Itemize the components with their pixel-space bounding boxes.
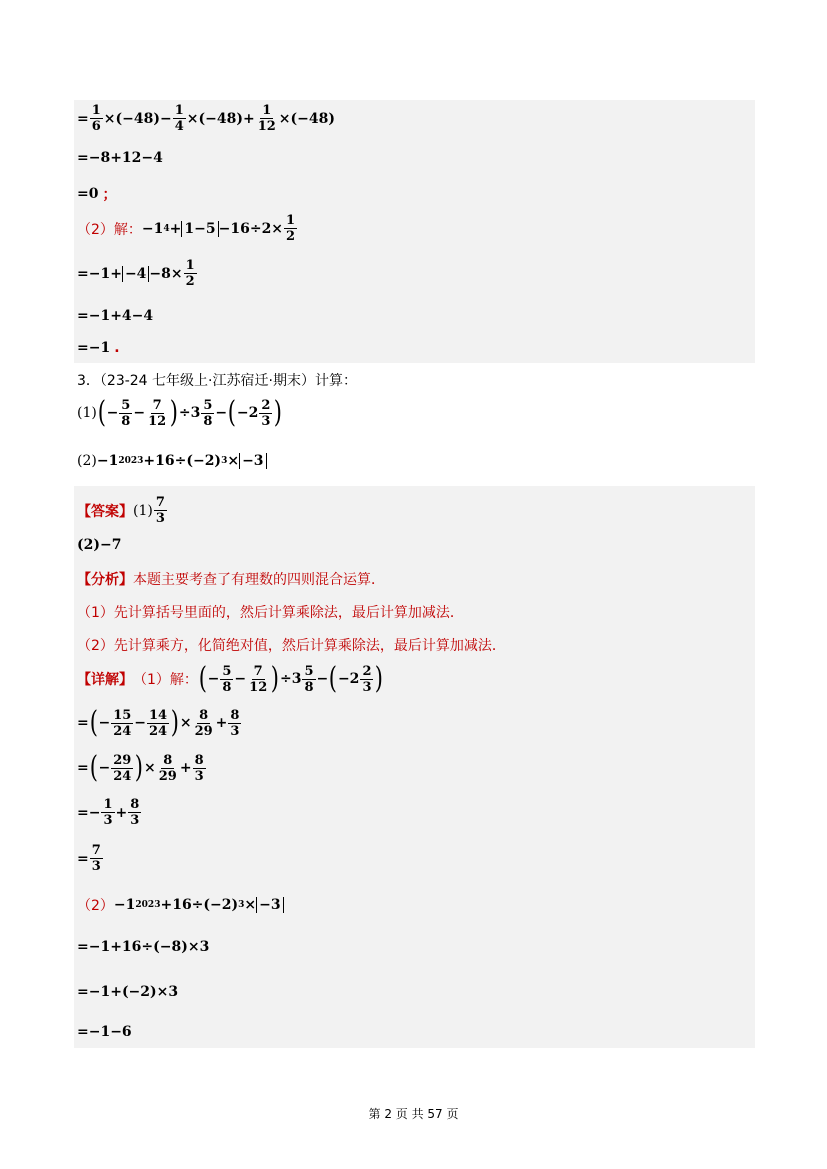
math-line: = ( − $\frac{29}{24}$ ) × $\frac{8}{29}$ + $\frac{8}{3}$ xyxy=(77,750,204,785)
fraction: $\frac{7}{12}$ xyxy=(148,397,167,429)
question-stem: 3．（23-24 七年级上·江苏宿迁·期末）计算： xyxy=(77,373,357,389)
fraction: $\frac{1}{2}$ xyxy=(185,258,195,289)
fraction: $\frac{1}{4}$ xyxy=(174,103,184,134)
fraction: $\frac{5}{8}$ xyxy=(203,397,213,429)
fraction: $\frac{2}{3}$ xyxy=(261,397,271,429)
math-line: =−1−6 xyxy=(77,1024,132,1040)
math-line: =−1+16÷ (−8) ×3 xyxy=(77,939,210,955)
fraction: $\frac{15}{24}$ xyxy=(113,707,132,739)
fraction: $\frac{14}{24}$ xyxy=(149,707,168,739)
fraction: $\frac{8}{3}$ xyxy=(230,707,240,739)
math-line: （2）解： −1 4 + 1−5 −16÷2× $\frac{1}{2}$ xyxy=(77,213,296,244)
answer-line-2: (2)−7 xyxy=(77,537,122,553)
fraction: $\frac{8}{29}$ xyxy=(194,707,213,739)
fraction: $\frac{2}{3}$ xyxy=(362,663,372,695)
analysis-line: 【分析】 本题主要考查了有理数的四则混合运算． xyxy=(77,572,385,588)
question-part-2: (2) −1 2023 +16÷(−2) 3 × −3 xyxy=(77,453,267,469)
fraction: $\frac{7}{3}$ xyxy=(91,843,101,874)
fraction: $\frac{5}{8}$ xyxy=(121,397,131,429)
math-line: =−1+ (−2) ×3 xyxy=(77,984,179,1000)
math-line: = $\frac{7}{3}$ xyxy=(77,843,101,874)
answer-line: 【答案】 (1) $\frac{7}{3}$ xyxy=(77,495,165,526)
fraction: $\frac{1}{3}$ xyxy=(103,797,113,828)
fraction: $\frac{8}{3}$ xyxy=(194,752,204,784)
math-line: =0 ； xyxy=(77,186,117,203)
fraction: $\frac{5}{8}$ xyxy=(304,663,314,695)
fraction: $\frac{1}{2}$ xyxy=(286,213,296,244)
math-line: =−1+4−4 xyxy=(77,308,154,324)
fraction: $\frac{7}{12}$ xyxy=(249,663,268,695)
fraction: $\frac{1}{6}$ xyxy=(91,103,101,134)
page-footer: 第 2 页 共 57 页 xyxy=(368,1107,459,1121)
math-line: =−8+12−4 xyxy=(77,150,163,166)
analysis-line: （2）先计算乘方，化简绝对值，然后计算乘除法，最后计算加减法． xyxy=(77,638,506,654)
math-line: =−1 . xyxy=(77,340,120,356)
detail-line: （2） −1 2023 +16÷(−2) 3 × −3 xyxy=(77,895,284,915)
math-line: =− $\frac{1}{3}$ + $\frac{8}{3}$ xyxy=(77,797,140,828)
math-line: = ( − $\frac{15}{24}$ − $\frac{14}{24}$ ) × $\frac{8}{29}$ + $\frac{8}{3}$ xyxy=(77,705,240,740)
question-part-1: (1) ( − $\frac{5}{8}$ − $\frac{7}{12}$ ) ÷3 $\frac{5}{8}$ − ( −2 $\frac{2}{3}$ ) xyxy=(77,395,283,430)
fraction: $\frac{8}{29}$ xyxy=(158,752,177,784)
math-line: = $\frac{1}{6}$ ×(−48) − $\frac{1}{4}$ ×(−48) + $\frac{1}{12}$ ×(−48) xyxy=(77,103,335,134)
fraction: $\frac{8}{3}$ xyxy=(130,797,140,828)
analysis-line: （1）先计算括号里面的，然后计算乘除法，最后计算加减法． xyxy=(77,605,464,621)
fraction: $\frac{5}{8}$ xyxy=(222,663,232,695)
detail-line: 【详解】 （1）解： ( − $\frac{5}{8}$ − $\frac{7}{12}$ ) ÷3 $\frac{5}{8}$ − ( −2 $\frac{2}{3}$ ) xyxy=(77,661,384,696)
fraction: $\frac{1}{12}$ xyxy=(257,103,276,134)
fraction: $\frac{7}{3}$ xyxy=(155,495,165,526)
fraction: $\frac{29}{24}$ xyxy=(113,752,132,784)
math-line: =−1+ −4 −8× $\frac{1}{2}$ xyxy=(77,258,195,289)
